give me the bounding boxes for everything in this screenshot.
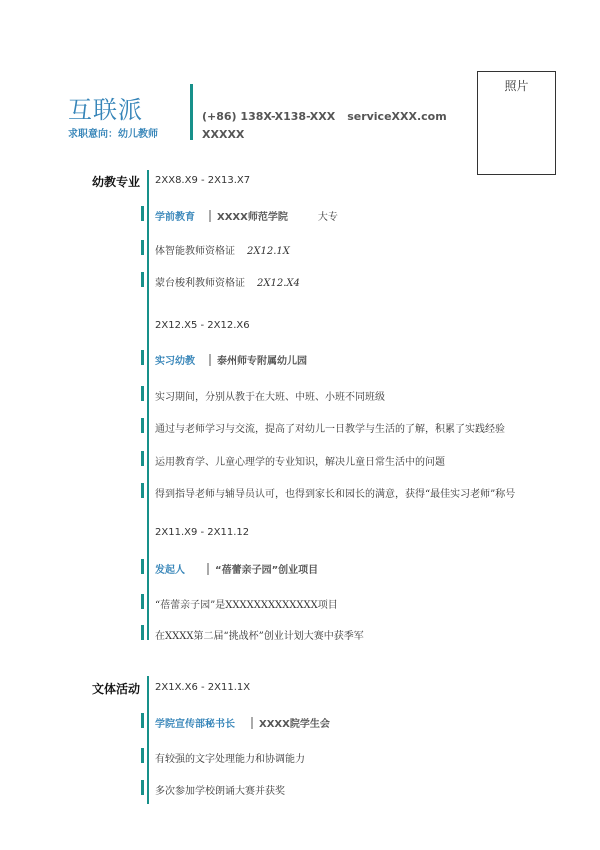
separator	[251, 717, 253, 729]
candidate-name: 互联派	[68, 96, 143, 124]
internship-item: 得到指导老师与辅导员认可，也得到家长和园长的满意，获得“最佳实习老师”称号	[155, 489, 516, 500]
date-range: 2XX8.X9 - 2X13.X7	[155, 175, 251, 186]
item-marker	[141, 240, 144, 255]
certificate-name: 体智能教师资格证	[155, 246, 235, 257]
certificate-date: 2X12.X4	[257, 278, 300, 289]
photo-label: 照片	[504, 79, 529, 93]
section-title-activities: 文体活动	[92, 682, 141, 696]
item-marker	[141, 594, 144, 609]
internship-org: 泰州师专附属幼儿园	[217, 356, 307, 367]
internship-entry	[155, 352, 307, 367]
internship-role: 实习幼教	[155, 356, 195, 367]
activity-org: XXXX院学生会	[259, 719, 330, 730]
item-marker	[141, 483, 144, 498]
project-item: “蓓蕾亲子园”是XXXXXXXXXXXXX项目	[155, 600, 338, 611]
contact-info	[202, 108, 447, 144]
header-divider	[190, 84, 193, 140]
certificate-name: 蒙台梭利教师资格证	[155, 278, 245, 289]
project-item: 在XXXX第二届“挑战杯”创业计划大赛中获季军	[155, 631, 364, 642]
section-title-education: 幼教专业	[92, 175, 141, 189]
item-marker	[141, 418, 144, 433]
separator	[209, 354, 211, 366]
photo-placeholder	[477, 71, 556, 175]
project-name: “蓓蕾亲子园”创业项目	[215, 565, 319, 576]
activity-item: 有较强的文字处理能力和协调能力	[155, 754, 305, 765]
internship-item: 通过与老师学习与交流，提高了对幼儿一日教学与生活的了解，积累了实践经验	[155, 424, 505, 435]
separator	[209, 210, 211, 222]
item-marker	[141, 386, 144, 401]
school: XXXX师范学院	[217, 212, 288, 223]
separator	[207, 563, 209, 575]
date-range: 2X12.X5 - 2X12.X6	[155, 320, 250, 331]
item-marker	[141, 350, 144, 365]
item-marker	[141, 559, 144, 574]
item-marker	[141, 713, 144, 728]
project-entry	[155, 561, 318, 576]
item-marker	[141, 272, 144, 287]
activity-role: 学院宣传部秘书长	[155, 719, 235, 730]
item-marker	[141, 451, 144, 466]
item-marker	[141, 780, 144, 795]
contact-extra: XXXXX	[202, 128, 245, 141]
phone: (+86) 138X-X138-XXX	[202, 110, 336, 123]
date-range: 2X1X.X6 - 2X11.1X	[155, 682, 251, 693]
major: 学前教育	[155, 212, 195, 223]
project-role: 发起人	[155, 565, 185, 576]
timeline-line-education	[147, 170, 149, 640]
item-marker	[141, 625, 144, 640]
activity-item: 多次参加学校朗诵大赛并获奖	[155, 786, 285, 797]
job-objective: 求职意向：幼儿教师	[68, 129, 158, 140]
item-marker	[141, 748, 144, 763]
activity-entry	[155, 715, 330, 730]
internship-item: 实习期间，分别从教于在大班、中班、小班不同班级	[155, 392, 385, 403]
timeline-line-activities	[147, 676, 149, 804]
certificate-item	[155, 242, 290, 257]
education-entry	[155, 208, 338, 223]
internship-item: 运用教育学、儿童心理学的专业知识，解决儿童日常生活中的问题	[155, 457, 445, 468]
email: serviceXXX.com	[347, 110, 447, 123]
date-range: 2X11.X9 - 2X11.12	[155, 527, 250, 538]
item-marker	[141, 206, 144, 221]
certificate-item	[155, 274, 300, 289]
degree: 大专	[317, 212, 338, 223]
certificate-date: 2X12.1X	[247, 246, 290, 257]
